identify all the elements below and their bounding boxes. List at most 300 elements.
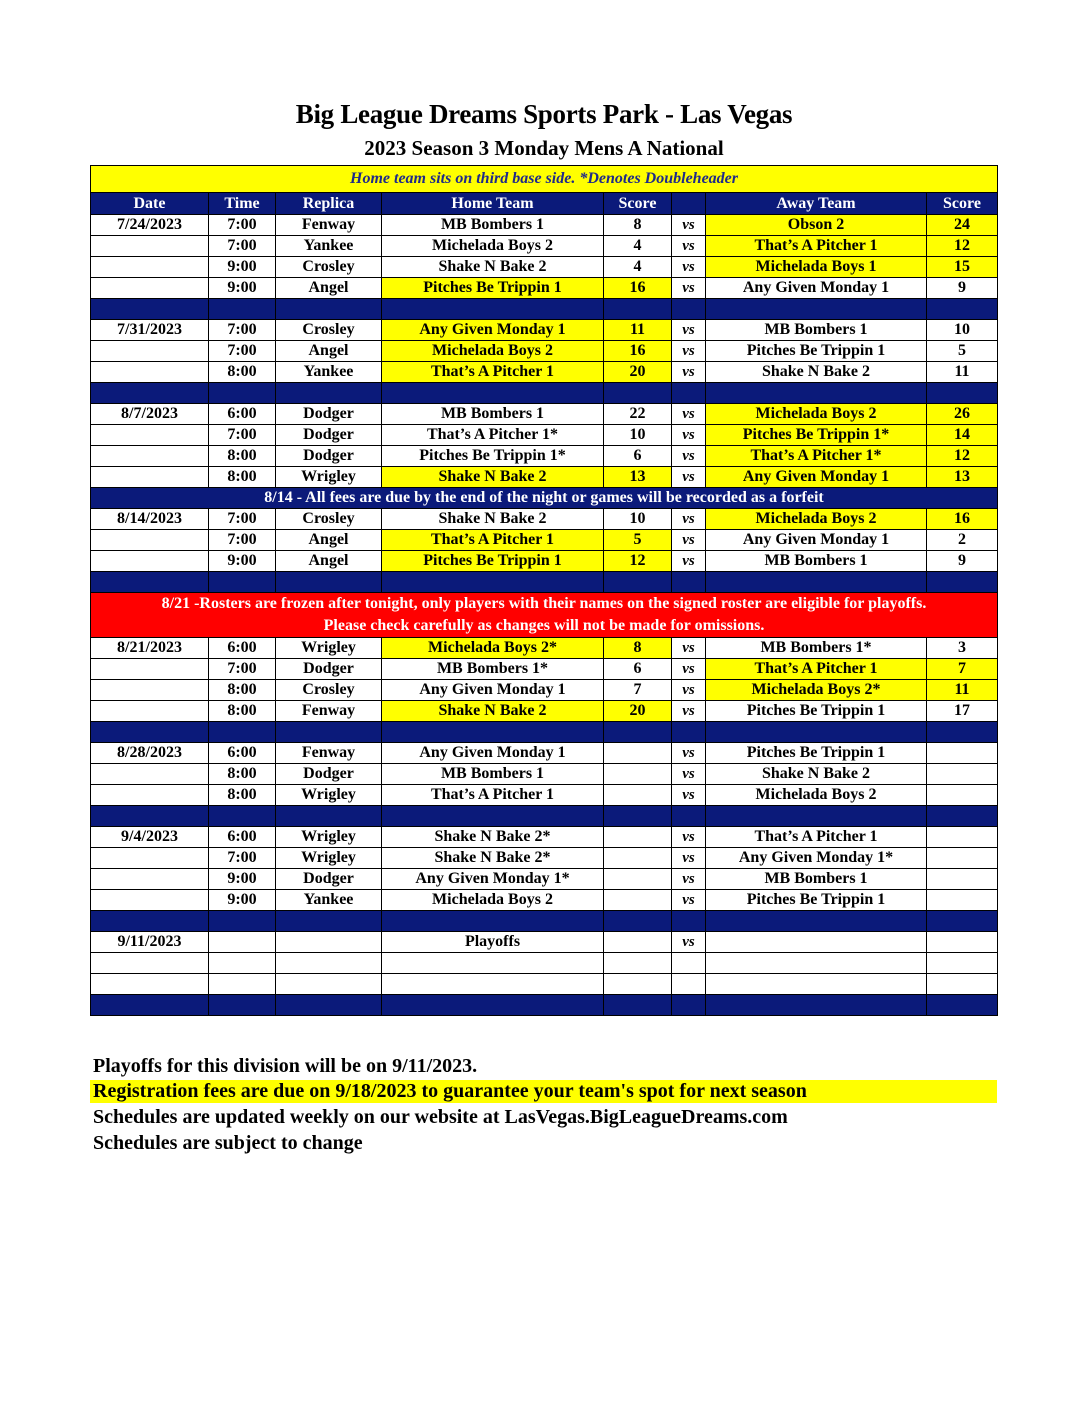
date-cell: 9/4/2023 [91,827,209,848]
empty-cell [276,383,382,404]
away-score-cell: 13 [927,467,998,488]
time-cell: 7:00 [209,236,276,257]
away-team-cell: Obson 2 [706,215,927,236]
home-team-cell: Shake N Bake 2 [382,509,604,530]
game-row [91,467,998,488]
time-cell: 7:00 [209,659,276,680]
header-away-score: Score [927,193,998,215]
home-team-cell: Michelada Boys 2* [382,638,604,659]
vs-cell: vs [672,764,706,785]
field-cell: Fenway [276,743,382,764]
vs-cell: vs [672,848,706,869]
empty-cell [91,572,209,593]
vs-cell: vs [672,743,706,764]
away-team-cell [706,932,927,953]
game-row [91,932,998,953]
home-score-cell: 11 [604,320,672,341]
field-cell: Fenway [276,701,382,722]
empty-cell [91,953,209,974]
away-team-cell: Pitches Be Trippin 1 [706,743,927,764]
time-cell: 9:00 [209,257,276,278]
empty-cell [604,572,672,593]
field-cell: Dodger [276,764,382,785]
field-cell: Crosley [276,509,382,530]
away-team-cell: MB Bombers 1 [706,869,927,890]
home-score-cell: 10 [604,425,672,446]
home-team-cell: Michelada Boys 2 [382,341,604,362]
game-row [91,659,998,680]
empty-cell [209,911,276,932]
away-score-cell: 17 [927,701,998,722]
footer-registration-note: Registration fees are due on 9/18/2023 to guarantee your team's spot for next season [90,1080,997,1103]
empty-cell [276,806,382,827]
vs-cell: vs [672,446,706,467]
separator-row [91,722,998,743]
vs-cell: vs [672,932,706,953]
time-cell: 6:00 [209,404,276,425]
away-team-cell: Pitches Be Trippin 1 [706,341,927,362]
game-row [91,215,998,236]
date-cell [91,257,209,278]
away-score-cell [927,890,998,911]
empty-cell [91,995,209,1016]
away-team-cell: Michelada Boys 2* [706,680,927,701]
away-score-cell [927,764,998,785]
separator-row [91,572,998,593]
home-team-cell: Shake N Bake 2* [382,827,604,848]
game-row [91,785,998,806]
vs-cell: vs [672,362,706,383]
away-score-cell [927,743,998,764]
game-row [91,680,998,701]
home-team-cell: Shake N Bake 2* [382,848,604,869]
vs-cell: vs [672,404,706,425]
separator-row [91,995,998,1016]
game-row [91,509,998,530]
time-cell: 9:00 [209,278,276,299]
away-score-cell: 24 [927,215,998,236]
away-team-cell: Michelada Boys 2 [706,785,927,806]
page-subtitle: 2023 Season 3 Monday Mens A National [364,136,724,160]
date-cell [91,425,209,446]
empty-cell [672,383,706,404]
date-cell [91,869,209,890]
footer-playoffs-note: Playoffs for this division will be on 9/11/2023. [93,1055,478,1077]
away-team-cell: Michelada Boys 1 [706,257,927,278]
header-away-team: Away Team [706,193,927,215]
date-cell [91,467,209,488]
empty-cell [91,722,209,743]
game-row [91,341,998,362]
away-team-cell: That’s A Pitcher 1 [706,827,927,848]
empty-cell [276,911,382,932]
field-cell: Yankee [276,362,382,383]
vs-cell: vs [672,785,706,806]
game-row [91,848,998,869]
away-team-cell: That’s A Pitcher 1* [706,446,927,467]
time-cell [209,932,276,953]
home-team-cell: Any Given Monday 1 [382,320,604,341]
game-row [91,446,998,467]
home-score-cell: 16 [604,341,672,362]
game-row [91,551,998,572]
field-cell: Dodger [276,869,382,890]
time-cell: 9:00 [209,869,276,890]
empty-cell [382,722,604,743]
away-team-cell: Any Given Monday 1 [706,278,927,299]
date-cell [91,890,209,911]
game-row [91,638,998,659]
home-team-cell: Any Given Monday 1 [382,743,604,764]
field-cell: Angel [276,530,382,551]
away-score-cell [927,869,998,890]
date-cell: 7/24/2023 [91,215,209,236]
time-cell: 6:00 [209,743,276,764]
away-team-cell: Any Given Monday 1 [706,530,927,551]
home-team-cell: MB Bombers 1 [382,215,604,236]
away-score-cell: 5 [927,341,998,362]
date-cell [91,659,209,680]
home-score-cell [604,764,672,785]
away-team-cell: That’s A Pitcher 1 [706,236,927,257]
time-cell: 9:00 [209,551,276,572]
announcement-text: 8/14 - All fees are due by the end of the night or games will be recorded as a forfeit [91,488,998,509]
schedule-table [90,165,998,1016]
separator-row [91,806,998,827]
away-team-cell: Any Given Monday 1 [706,467,927,488]
header-replica: Replica [276,193,382,215]
time-cell: 8:00 [209,446,276,467]
game-row [91,701,998,722]
time-cell: 6:00 [209,827,276,848]
vs-cell: vs [672,701,706,722]
home-score-cell: 20 [604,701,672,722]
field-cell: Crosley [276,257,382,278]
game-row [91,890,998,911]
home-score-cell [604,932,672,953]
vs-cell: vs [672,425,706,446]
vs-cell: vs [672,680,706,701]
header-time: Time [209,193,276,215]
home-team-cell: MB Bombers 1* [382,659,604,680]
vs-cell: vs [672,215,706,236]
home-score-cell [604,743,672,764]
home-team-cell: MB Bombers 1 [382,764,604,785]
away-score-cell: 26 [927,404,998,425]
home-score-cell: 6 [604,446,672,467]
field-cell: Crosley [276,320,382,341]
home-team-cell: Shake N Bake 2 [382,467,604,488]
empty-cell [672,299,706,320]
empty-cell [209,995,276,1016]
date-cell: 7/31/2023 [91,320,209,341]
home-team-cell: Any Given Monday 1 [382,680,604,701]
empty-cell [91,383,209,404]
field-cell: Dodger [276,659,382,680]
blank-row [91,974,998,995]
empty-cell [927,806,998,827]
away-team-cell: Shake N Bake 2 [706,764,927,785]
empty-cell [91,911,209,932]
vs-cell: vs [672,509,706,530]
empty-cell [382,953,604,974]
vs-cell: vs [672,638,706,659]
date-cell [91,680,209,701]
date-cell [91,446,209,467]
away-score-cell: 14 [927,425,998,446]
vs-cell: vs [672,236,706,257]
vs-cell: vs [672,467,706,488]
empty-cell [276,974,382,995]
away-team-cell: Pitches Be Trippin 1 [706,701,927,722]
field-cell: Wrigley [276,848,382,869]
away-team-cell: Michelada Boys 2 [706,404,927,425]
empty-cell [209,806,276,827]
game-row [91,257,998,278]
time-cell: 6:00 [209,638,276,659]
empty-cell [672,974,706,995]
away-team-cell: MB Bombers 1 [706,320,927,341]
home-score-cell: 7 [604,680,672,701]
away-score-cell: 12 [927,236,998,257]
empty-cell [209,383,276,404]
field-cell: Wrigley [276,638,382,659]
away-team-cell: Pitches Be Trippin 1* [706,425,927,446]
home-score-cell: 13 [604,467,672,488]
date-cell [91,530,209,551]
away-score-cell: 3 [927,638,998,659]
game-row [91,404,998,425]
time-cell: 7:00 [209,320,276,341]
empty-cell [604,383,672,404]
game-row [91,743,998,764]
empty-cell [382,911,604,932]
empty-cell [927,383,998,404]
header-home-team: Home Team [382,193,604,215]
away-team-cell: MB Bombers 1 [706,551,927,572]
time-cell: 8:00 [209,680,276,701]
empty-cell [672,572,706,593]
date-cell [91,551,209,572]
vs-cell: vs [672,257,706,278]
vs-cell: vs [672,278,706,299]
empty-cell [276,572,382,593]
away-score-cell [927,848,998,869]
empty-cell [706,995,927,1016]
field-cell: Yankee [276,890,382,911]
home-team-cell: That’s A Pitcher 1* [382,425,604,446]
home-score-cell: 10 [604,509,672,530]
game-row [91,278,998,299]
empty-cell [604,953,672,974]
time-cell: 8:00 [209,467,276,488]
footer-change-note: Schedules are subject to change [93,1132,363,1154]
empty-cell [276,995,382,1016]
away-score-cell: 11 [927,680,998,701]
field-cell: Yankee [276,236,382,257]
home-score-cell: 6 [604,659,672,680]
separator-row [91,299,998,320]
home-team-cell: Playoffs [382,932,604,953]
vs-cell: vs [672,869,706,890]
away-score-cell: 9 [927,551,998,572]
home-team-cell: Pitches Be Trippin 1* [382,446,604,467]
empty-cell [927,572,998,593]
home-team-cell: Shake N Bake 2 [382,257,604,278]
blank-row [91,953,998,974]
date-cell: 8/14/2023 [91,509,209,530]
game-row [91,425,998,446]
time-cell: 7:00 [209,530,276,551]
separator-row [91,383,998,404]
away-team-cell: Michelada Boys 2 [706,509,927,530]
empty-cell [672,722,706,743]
empty-cell [604,974,672,995]
time-cell: 7:00 [209,425,276,446]
field-cell: Crosley [276,680,382,701]
time-cell: 7:00 [209,215,276,236]
vs-cell: vs [672,320,706,341]
field-cell: Dodger [276,425,382,446]
away-team-cell: MB Bombers 1* [706,638,927,659]
empty-cell [706,383,927,404]
empty-cell [382,299,604,320]
empty-cell [276,722,382,743]
empty-cell [706,911,927,932]
time-cell: 7:00 [209,341,276,362]
empty-cell [604,995,672,1016]
empty-cell [91,974,209,995]
date-cell [91,278,209,299]
home-team-cell: MB Bombers 1 [382,404,604,425]
empty-cell [209,974,276,995]
away-score-cell: 16 [927,509,998,530]
empty-cell [672,806,706,827]
empty-cell [706,572,927,593]
home-score-cell [604,890,672,911]
empty-cell [604,299,672,320]
empty-cell [672,995,706,1016]
field-cell: Wrigley [276,827,382,848]
away-team-cell: Shake N Bake 2 [706,362,927,383]
home-team-cell: That’s A Pitcher 1 [382,530,604,551]
time-cell: 7:00 [209,848,276,869]
empty-cell [706,806,927,827]
empty-cell [706,299,927,320]
home-team-cell: That’s A Pitcher 1 [382,785,604,806]
home-team-cell: Shake N Bake 2 [382,701,604,722]
field-cell: Angel [276,551,382,572]
empty-cell [604,722,672,743]
time-cell: 8:00 [209,701,276,722]
empty-cell [91,806,209,827]
date-cell: 9/11/2023 [91,932,209,953]
empty-cell [276,299,382,320]
home-score-cell [604,869,672,890]
away-score-cell: 12 [927,446,998,467]
away-team-cell: Any Given Monday 1* [706,848,927,869]
empty-cell [209,953,276,974]
date-cell: 8/21/2023 [91,638,209,659]
home-score-cell: 4 [604,257,672,278]
time-cell: 8:00 [209,785,276,806]
time-cell: 8:00 [209,362,276,383]
home-score-cell: 16 [604,278,672,299]
empty-cell [604,806,672,827]
empty-cell [927,722,998,743]
home-score-cell: 8 [604,638,672,659]
empty-cell [382,974,604,995]
home-score-cell: 22 [604,404,672,425]
home-team-cell: Michelada Boys 2 [382,890,604,911]
time-cell: 7:00 [209,509,276,530]
header-home-score: Score [604,193,672,215]
empty-cell [382,572,604,593]
field-cell: Dodger [276,404,382,425]
empty-cell [91,299,209,320]
empty-cell [672,911,706,932]
home-team-cell: Pitches Be Trippin 1 [382,551,604,572]
field-cell: Angel [276,341,382,362]
vs-cell: vs [672,890,706,911]
time-cell: 9:00 [209,890,276,911]
footer-website-note: Schedules are updated weekly on our website at LasVegas.BigLeagueDreams.com [93,1106,788,1128]
empty-cell [209,722,276,743]
empty-cell [382,995,604,1016]
field-cell [276,932,382,953]
header-date: Date [91,193,209,215]
home-score-cell [604,827,672,848]
date-cell [91,362,209,383]
date-cell: 8/7/2023 [91,404,209,425]
empty-cell [604,911,672,932]
date-cell [91,236,209,257]
empty-cell [706,974,927,995]
away-score-cell: 9 [927,278,998,299]
field-cell: Wrigley [276,467,382,488]
empty-cell [276,953,382,974]
date-cell: 8/28/2023 [91,743,209,764]
home-score-cell: 8 [604,215,672,236]
away-team-cell: Pitches Be Trippin 1 [706,890,927,911]
date-cell [91,848,209,869]
vs-cell: vs [672,827,706,848]
vs-cell: vs [672,551,706,572]
vs-cell: vs [672,530,706,551]
away-score-cell [927,932,998,953]
empty-cell [672,953,706,974]
field-cell: Angel [276,278,382,299]
roster-alert-line: 8/21 -Rosters are frozen after tonight, only players with their names on the signed roster are eligible for playoffs. [161,595,927,612]
notice-row [91,166,998,193]
field-cell: Fenway [276,215,382,236]
roster-alert [91,593,998,638]
date-cell [91,701,209,722]
away-team-cell: That’s A Pitcher 1 [706,659,927,680]
field-cell: Wrigley [276,785,382,806]
empty-cell [706,953,927,974]
home-score-cell [604,848,672,869]
home-score-cell [604,785,672,806]
separator-row [91,911,998,932]
empty-cell [927,953,998,974]
home-score-cell: 4 [604,236,672,257]
empty-cell [209,572,276,593]
home-team-cell: That’s A Pitcher 1 [382,362,604,383]
vs-cell: vs [672,659,706,680]
vs-cell: vs [672,341,706,362]
away-score-cell [927,827,998,848]
